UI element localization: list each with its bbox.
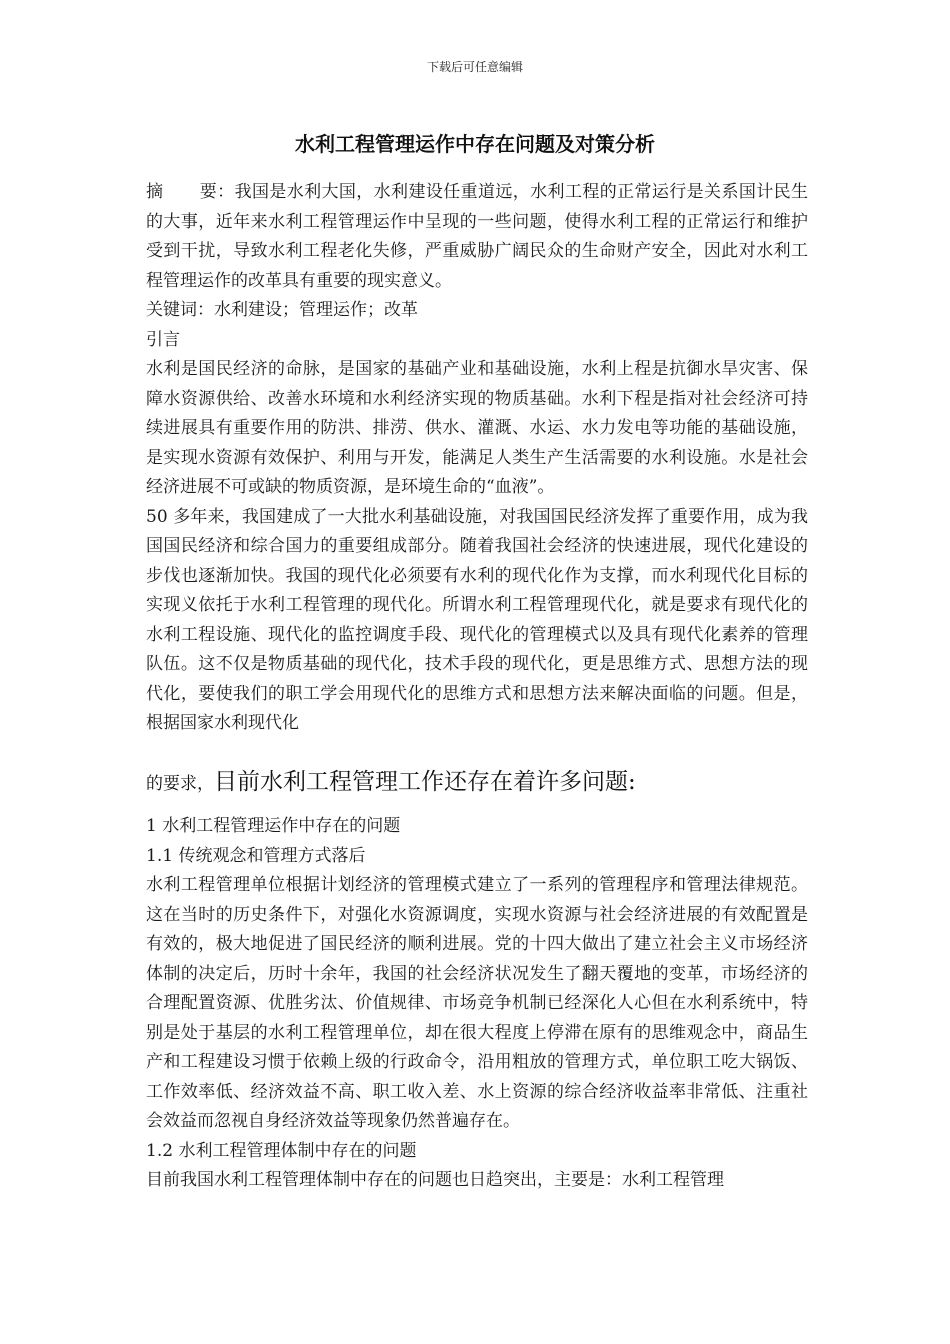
paragraph-2: 50 多年来，我国建成了一大批水利基础设施，对我国国民经济发挥了重要作用，成为我国国民经济和综合国力的重要组成部分。随着我国社会经济的快速进展，现代化建设的步伐也逐渐加快。我国的现代化必须要有水利的现代化作为支撑，而水利现代化目标的实现义依托于水利工程管理的现代化。所谓水利工程管理现代化，就是要求有现代化的水利工程设施、现代化的监控调度手段、现代化的管理模式以及具有现代化素养的管理队伍。这不仅是物质基础的现代化，技术手段的现代化，更是思维方式、思想方法的现代化，要使我们的职工学会用现代化的思维方式和思想方法来解决面临的问题。但是，根据国家水利现代化 xyxy=(146,506,808,733)
paragraph-4: 目前我国水利工程管理体制中存在的问题也日趋突出，主要是：水利工程管理 xyxy=(146,1170,724,1190)
abstract-text: 我国是水利大国，水利建设任重道远，水利工程的正常运行是关系国计民生的大事，近年来水利工程管理运作中呈现的一些问题，使得水利工程的正常运行和维护受到干扰，导致水利工程老化失修，严重威胁广阔民众的生命财产安全，因此对水利工程管理运作的改革具有重要的现实意义。 xyxy=(146,182,809,291)
paragraph-2-tail xyxy=(146,763,808,796)
paragraph-2-tail-big: 目前水利工程管理工作还存在着许多问题: xyxy=(214,769,636,795)
abstract-label-a: 摘 xyxy=(146,182,164,202)
section-heading-1-1: 1.1 传统观念和管理方式落后 xyxy=(146,845,366,866)
keywords-line: 关键词：水利建设；管理运作；改革 xyxy=(146,300,418,320)
paragraph-2-tail-small: 的要求， xyxy=(146,774,214,794)
section-heading-1: 1 水利工程管理运作中存在的问题 xyxy=(146,816,401,836)
abstract-label-b: 要： xyxy=(199,182,235,202)
body-text-bottom xyxy=(146,812,808,1196)
page-title: 水利工程管理运作中存在问题及对策分析 xyxy=(295,132,655,156)
section-heading-1-2: 1.2 水利工程管理体制中存在的问题 xyxy=(146,1140,417,1161)
header-note: 下载后可任意编辑 xyxy=(426,60,523,74)
body-text-top xyxy=(146,178,808,739)
paragraph-1: 水利是国民经济的命脉，是国家的基础产业和基础设施，水利上程是抗御水旱灾害、保障水资源供给、改善水环境和水利经济实现的物质基础。水利下程是指对社会经济可持续进展具有重要作用的防洪、排涝、供水、灌溉、水运、水力发电等功能的基础设施，是实现水资源有效保护、利用与开发，能满足人类生产生活需要的水利设施。水是社会经济进展不可或缺的物质资源，是环境生命的“血液”。 xyxy=(146,359,808,497)
abstract-paragraph xyxy=(146,178,808,296)
paragraph-3: 水利工程管理单位根据计划经济的管理模式建立了一系列的管理程序和管理法律规范。这在当时的历史条件下，对强化水资源调度，实现水资源与社会经济进展的有效配置是有效的，极大地促进了国民经济的顺利进展。党的十四大做出了建立社会主义市场经济体制的决定后，历时十余年，我国的社会经济状况发生了翻天覆地的变革，市场经济的合理配置资源、优胜劣汰、价值规律、市场竞争机制已经深化人心但在水利系统中，特别是处于基层的水利工程管理单位，却在很大程度上停滞在原有的思维观念中，商品生产和工程建设习惯于依赖上级的行政命令，沿用粗放的管理方式，单位职工吃大锅饭、工作效率低、经济效益不高、职工收入差、水上资源的综合经济收益率非常低、注重社会效益而忽视自身经济效益等现象仍然普遍存在。 xyxy=(146,875,808,1131)
intro-heading: 引言 xyxy=(146,329,180,350)
